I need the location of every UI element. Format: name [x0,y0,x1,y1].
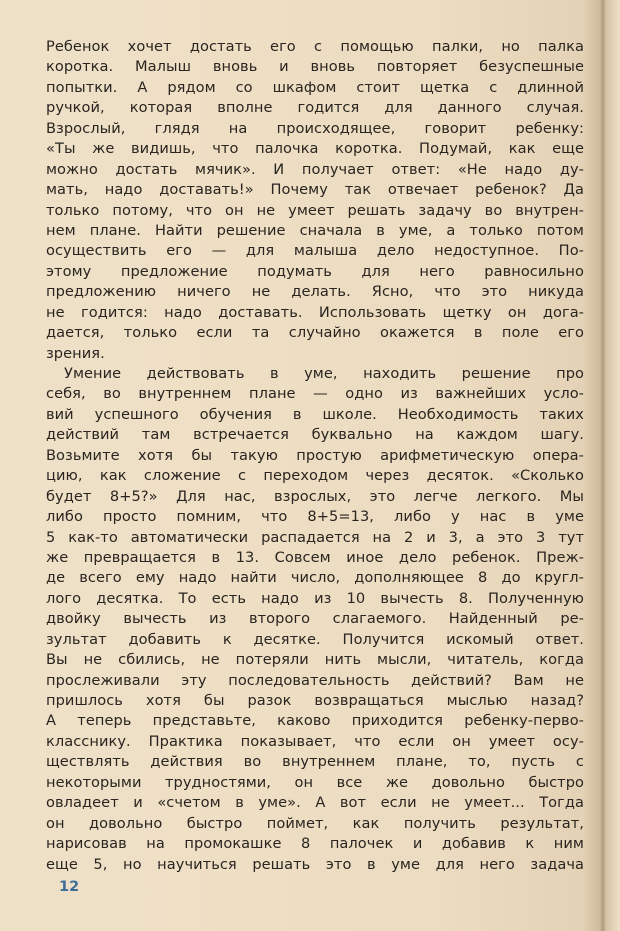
text-line: нем плане. Найти решение сначала в уме, а только потом [46,221,584,239]
text-line: Ребенок хочет достать его с помощью палки, но палка [46,38,584,55]
text-line: только потому, что он не умеет решать задачу во внутрен- [46,201,584,219]
text-line: Взрослый, глядя на происходящее, говорит ребенку: [46,119,584,137]
text-line: двойку вычесть из второго слагаемого. Найденный ре- [46,610,584,628]
text-line: зультат добавить к десятке. Получится искомый ответ. [46,630,584,648]
page-gutter-shadow [600,0,606,931]
text-line: либо просто помним, что 8+5=13, либо у нас в уме [46,508,584,526]
text-line: Умение действовать в уме, находить решение про [64,365,584,382]
text-line: Вы не сбились, не потеряли нить мысли, читатель, когда [46,651,584,669]
text-line: Возьмите хотя бы такую простую арифметическую опера- [46,446,584,464]
text-line: осуществить его — для малыша дело недоступное. По- [46,242,584,260]
text-line: дается, только если та случайно окажется в поле его [46,324,584,342]
text-line: действий там встречается буквально на каждом шагу. [46,426,584,444]
page-number: 12 [59,879,80,895]
text-line: еще 5, но научиться решать это в уме для него задача [46,855,584,873]
text-line: цию, как сложение с переходом через десяток. «Сколько [46,467,584,485]
text-line: класснику. Практика показывает, что если он умеет осу- [46,732,584,750]
text-line: себя, во внутреннем плане — одно из важнейших усло- [46,385,584,403]
text-line: не годится: надо доставать. Использовать щетку он дога- [46,303,584,321]
text-line: пришлось хотя бы разок возвращаться мыслью назад? [46,692,584,709]
text-line: некоторыми трудностями, он все же довольно быстро [46,773,584,791]
text-line: попытки. А рядом со шкафом стоит щетка с длинной [46,78,584,96]
text-line: же превращается в 13. Совсем иное дело ребенок. Преж- [46,548,584,566]
text-line: ществлять действия во внутреннем плане, то, пусть с [46,753,584,771]
text-line: овладеет и «счетом в уме». А вот если не умеет... Тогда [46,794,584,812]
body-text [46,37,584,875]
text-line: «Ты же видишь, что палочка коротка. Подумай, как еще [46,140,584,158]
text-line: мать, надо доставать!» Почему так отвечает ребенок? Да [46,181,584,199]
text-line: де всего ему надо найти число, дополняющее 8 до кругл- [46,569,584,587]
text-line: А теперь представьте, каково приходится ребенку-перво- [46,712,584,730]
text-line: ручкой, которая вполне годится для данного случая. [46,99,584,117]
text-line: нарисовав на промокашке 8 палочек и добавив к ним [46,835,584,853]
text-line: можно достать мячик». И получает ответ: «Не надо ду- [46,160,584,178]
text-line: он довольно быстро поймет, как получить результат, [46,814,584,832]
text-line: лого десятка. То есть надо из 10 вычесть 8. Полученную [46,589,584,607]
text-line: этому предложение подумать для него равносильно [46,262,584,280]
text-line: предложению ничего не делать. Ясно, что это никуда [46,283,584,301]
text-line: 5 как-то автоматически распадается на 2 и 3, а это 3 тут [46,528,584,546]
text-line: вий успешного обучения в школе. Необходимость таких [46,405,584,423]
text-line: будет 8+5?» Для нас, взрослых, это легче легкого. Мы [46,487,584,505]
text-line: зрения. [46,344,105,362]
text-line: коротка. Малыш вновь и вновь повторяет безуспешные [46,58,584,76]
text-line: прослеживали эту последовательность действий? Вам не [46,671,584,689]
